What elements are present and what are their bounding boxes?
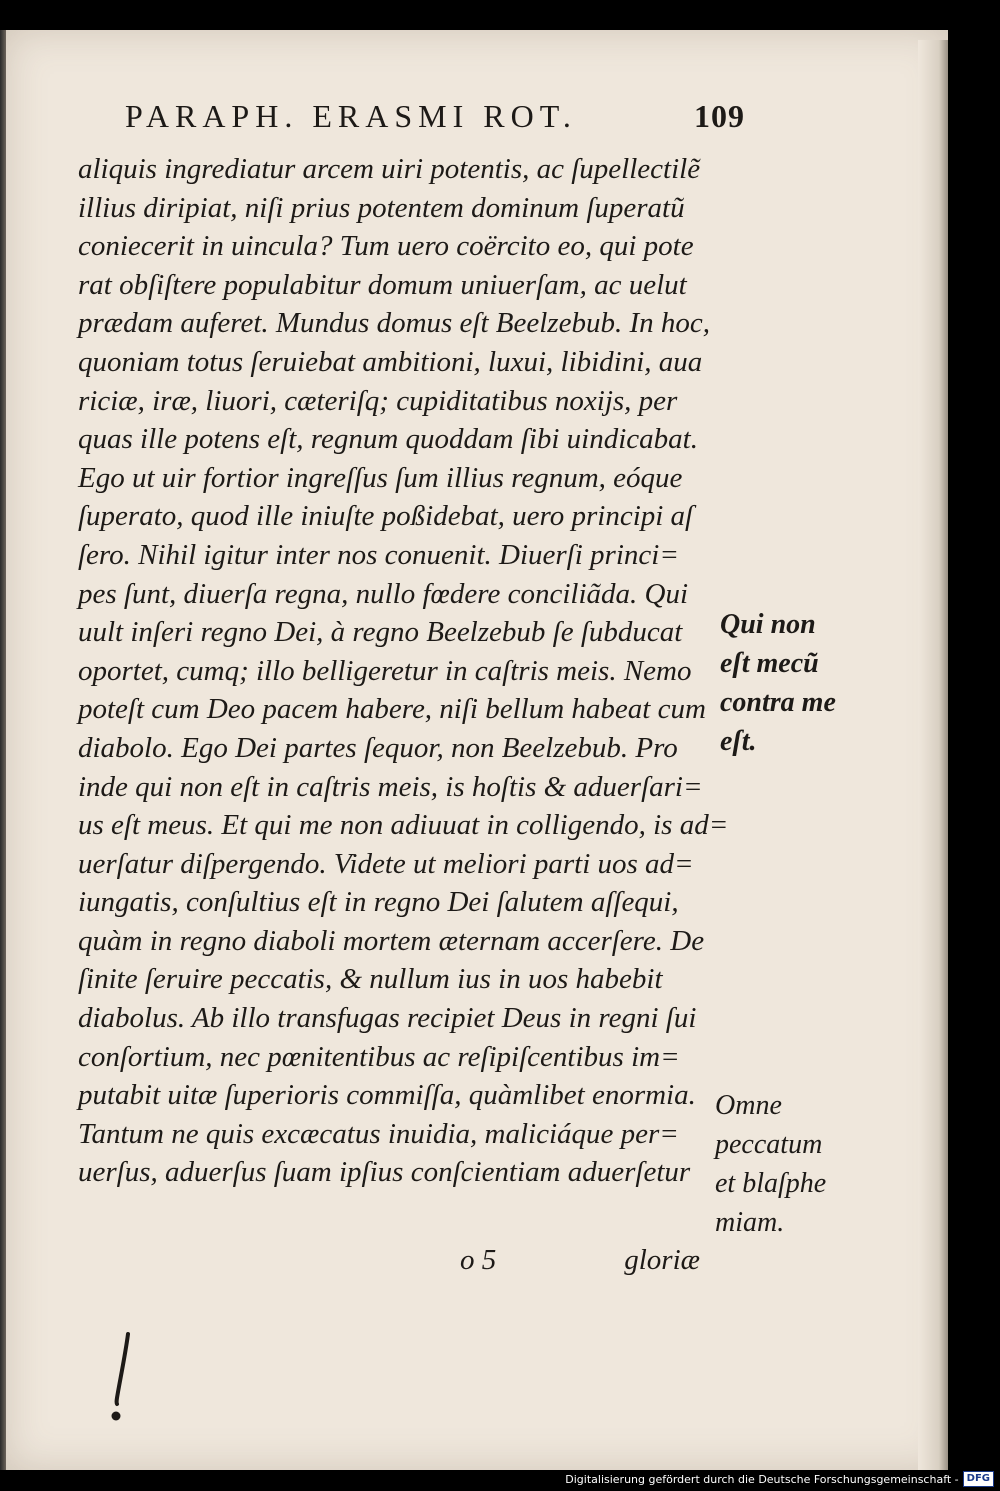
page-footer xyxy=(460,1244,700,1277)
text-line: riciæ, iræ, liuori, cæteriſq; cupiditatibus noxijs, per xyxy=(78,384,678,417)
margin-note-line: eſt mecũ xyxy=(720,648,819,679)
text-line: Ego ut uir fortior ingreſſus ſum illius regnum, eóque xyxy=(78,461,683,494)
text-line: inde qui non eſt in caſtris meis, is hoſtis & aduerſari= xyxy=(78,770,703,803)
text-line: putabit uitæ ſuperioris commiſſa, quàmlibet enormia. xyxy=(78,1079,696,1112)
text-line: coniecerit in uincula? Tum uero coërcito eo, qui pote xyxy=(78,230,694,263)
text-line: quoniam totus ſeruiebat ambitioni, luxui, libidini, aua xyxy=(78,345,703,378)
text-line: conſortium, nec pœnitentibus ac reſipiſcentibus im= xyxy=(78,1040,680,1073)
text-line: rat obſiſtere populabitur domum uniuerſam, ac uelut xyxy=(78,268,687,301)
page-number: 109 xyxy=(694,98,745,134)
text-line: iungatis, conſultius eſt in regno Dei ſalutem aſſequi, xyxy=(78,886,679,919)
text-line: illius diripiat, niſi prius potentem dominum ſuperatũ xyxy=(78,191,685,224)
text-line: Tantum ne quis excæcatus inuidia, maliciáque per= xyxy=(78,1117,679,1150)
ink-mark-icon xyxy=(108,1330,134,1425)
page-edge xyxy=(918,40,948,1470)
text-line: quas ille potens eſt, regnum quoddam ſibi uindicabat. xyxy=(78,423,698,456)
dfg-logo: DFG xyxy=(963,1471,994,1487)
text-line: us eſt meus. Et qui me non adiuuat in colligendo, is ad= xyxy=(78,809,729,842)
margin-note-line: peccatum xyxy=(715,1129,823,1160)
margin-note-omne-peccatum xyxy=(715,1086,826,1242)
text-line: uerſatur diſpergendo. Videte ut meliori parti uos ad= xyxy=(78,847,694,880)
running-title: PARAPH. ERASMI ROT. xyxy=(125,98,577,134)
text-line: ſuperato, quod ille iniuſte poßidebat, uero principi aſ xyxy=(78,500,694,533)
main-text-block xyxy=(78,150,728,1192)
page-header xyxy=(125,98,745,135)
text-line: diabolus. Ab illo transfugas recipiet Deus in regni ſui xyxy=(78,1002,697,1035)
text-line: oportet, cumq; illo belligeretur in caſtris meis. Nemo xyxy=(78,654,692,687)
margin-note-line: contra me xyxy=(720,687,836,718)
catchword: gloriæ xyxy=(624,1244,700,1276)
text-line: ſero. Nihil igitur inter nos conuenit. Diuerſi princi= xyxy=(78,538,679,571)
text-line: ſinite ſeruire peccatis, & nullum ius in uos habebit xyxy=(78,963,663,996)
credit-text: Digitalisierung gefördert durch die Deutsche Forschungsgemeinschaft - xyxy=(565,1472,959,1486)
margin-note-line: Omne xyxy=(715,1090,782,1121)
margin-note-line: miam. xyxy=(715,1207,785,1238)
text-line: quàm in regno diaboli mortem æternam accerſere. De xyxy=(78,924,705,957)
signature-mark: o 5 xyxy=(460,1244,497,1276)
text-line: pes ſunt, diuerſa regna, nullo fœdere conciliãda. Qui xyxy=(78,577,689,610)
text-line: poteſt cum Deo pacem habere, niſi bellum habeat cum xyxy=(78,693,706,726)
text-line: diabolo. Ego Dei partes ſequor, non Beelzebub. Pro xyxy=(78,731,678,764)
margin-note-qui-non xyxy=(720,605,836,761)
margin-note-line: et blaſphe xyxy=(715,1168,827,1199)
text-line: uerſus, aduerſus ſuam ipſius conſcientiam aduerſetur xyxy=(78,1156,691,1189)
margin-note-line: eſt. xyxy=(720,726,757,757)
digitization-credit xyxy=(565,1470,994,1488)
margin-note-line: Qui non xyxy=(720,609,816,640)
text-line: prædam auferet. Mundus domus eſt Beelzebub. In hoc, xyxy=(78,307,710,340)
text-line: uult inſeri regno Dei, à regno Beelzebub ſe ſubducat xyxy=(78,616,683,649)
text-line: aliquis ingrediatur arcem uiri potentis, ac ſupellectilẽ xyxy=(78,153,701,185)
